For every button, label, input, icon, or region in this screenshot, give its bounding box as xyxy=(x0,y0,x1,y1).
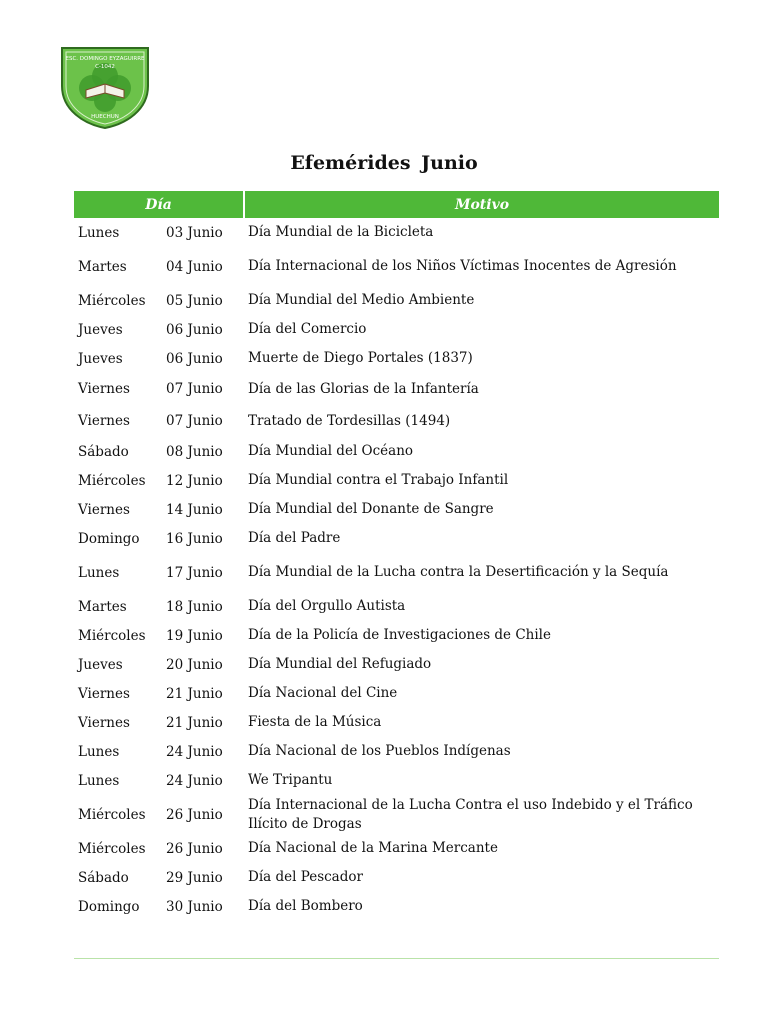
table-row xyxy=(74,344,719,373)
table-row xyxy=(74,553,719,592)
table-header-row xyxy=(74,191,719,218)
reason-cell: Día del Comercio xyxy=(248,321,367,337)
reason-cell: Día Nacional de los Pueblos Indígenas xyxy=(248,743,511,759)
day-cell: Jueves xyxy=(78,656,123,673)
date-cell: 21 Junio xyxy=(166,685,223,702)
day-cell: Miércoles xyxy=(78,627,146,644)
date-cell: 04 Junio xyxy=(166,258,223,275)
table-row xyxy=(74,218,719,247)
reason-cell: Día Nacional de la Marina Mercante xyxy=(248,840,498,856)
date-cell: 17 Junio xyxy=(166,564,223,581)
day-cell: Viernes xyxy=(78,685,130,702)
reason-cell: Día de las Glorias de la Infantería xyxy=(248,380,479,397)
date-cell: 07 Junio xyxy=(166,381,223,397)
reason-cell: Día Mundial contra el Trabajo Infantil xyxy=(248,472,509,488)
table-row xyxy=(74,405,719,437)
reason-cell: Día Mundial del Medio Ambiente xyxy=(248,292,475,308)
reason-cell: We Tripantu xyxy=(248,772,333,788)
header-dia: Día xyxy=(74,191,244,218)
table-row xyxy=(74,708,719,737)
day-cell: Viernes xyxy=(78,501,130,518)
table-row xyxy=(74,795,719,834)
day-cell: Miércoles xyxy=(78,472,146,489)
table-bottom-rule xyxy=(74,958,719,959)
date-cell: 07 Junio xyxy=(166,413,223,429)
day-cell: Martes xyxy=(78,598,127,615)
table-row xyxy=(74,437,719,466)
day-cell: Lunes xyxy=(78,564,120,581)
reason-cell: Día del Padre xyxy=(248,530,341,546)
table-row xyxy=(74,466,719,495)
table-row xyxy=(74,650,719,679)
school-logo xyxy=(60,46,150,130)
date-cell: 21 Junio xyxy=(166,714,223,731)
table-body xyxy=(74,218,719,921)
logo-top-text: ESC. DOMINGO EYZAGUIRRE xyxy=(65,56,145,62)
page-title: Efemérides Junio xyxy=(290,152,478,174)
table-row xyxy=(74,679,719,708)
table-row xyxy=(74,737,719,766)
reason-cell: Tratado de Tordesillas (1494) xyxy=(248,412,451,429)
date-cell: 03 Junio xyxy=(166,224,223,241)
table-row xyxy=(74,495,719,524)
date-cell: 29 Junio xyxy=(166,869,223,886)
table-row xyxy=(74,373,719,405)
table-row xyxy=(74,592,719,621)
day-cell: Viernes xyxy=(78,413,130,429)
reason-cell: Fiesta de la Música xyxy=(248,714,382,730)
date-cell: 26 Junio xyxy=(166,806,223,823)
date-cell: 06 Junio xyxy=(166,321,223,338)
reason-cell: Día Mundial del Océano xyxy=(248,443,414,459)
day-cell: Domingo xyxy=(78,898,140,915)
day-cell: Sábado xyxy=(78,443,129,460)
table-row xyxy=(74,286,719,315)
logo-code-text: C-1042 xyxy=(95,64,115,70)
school-crest-icon xyxy=(60,46,150,130)
date-cell: 06 Junio xyxy=(166,350,223,367)
day-cell: Viernes xyxy=(78,381,130,397)
date-cell: 26 Junio xyxy=(166,840,223,857)
day-cell: Miércoles xyxy=(78,806,146,823)
date-cell: 16 Junio xyxy=(166,530,223,547)
day-cell: Jueves xyxy=(78,321,123,338)
day-cell: Lunes xyxy=(78,743,120,760)
table-row xyxy=(74,766,719,795)
date-cell: 20 Junio xyxy=(166,656,223,673)
date-cell: 12 Junio xyxy=(166,472,223,489)
header-motivo: Motivo xyxy=(244,191,719,218)
reason-cell: Día Mundial del Refugiado xyxy=(248,656,432,672)
reason-cell: Día Nacional del Cine xyxy=(248,685,398,701)
reason-cell: Día del Bombero xyxy=(248,898,363,914)
table-row xyxy=(74,892,719,921)
reason-cell: Día Mundial del Donante de Sangre xyxy=(248,501,494,517)
date-cell: 24 Junio xyxy=(166,772,223,789)
reason-cell: Día del Orgullo Autista xyxy=(248,598,406,614)
reason-cell: Día Internacional de los Niños Víctimas Inocentes de Agresión xyxy=(248,258,677,274)
reason-cell: Día Mundial de la Lucha contra la Desertificación y la Sequía xyxy=(248,564,669,580)
date-cell: 24 Junio xyxy=(166,743,223,760)
day-cell: Lunes xyxy=(78,772,120,789)
reason-cell: Día del Pescador xyxy=(248,869,363,885)
date-cell: 30 Junio xyxy=(166,898,223,915)
date-cell: 08 Junio xyxy=(166,443,223,460)
day-cell: Miércoles xyxy=(78,840,146,857)
logo-bottom-text: HUECHUN xyxy=(91,114,119,120)
day-cell: Sábado xyxy=(78,869,129,886)
date-cell: 19 Junio xyxy=(166,627,223,644)
reason-cell: Día Mundial de la Bicicleta xyxy=(248,224,434,240)
day-cell: Miércoles xyxy=(78,292,146,309)
table-row xyxy=(74,834,719,863)
day-cell: Viernes xyxy=(78,714,130,731)
reason-cell: Muerte de Diego Portales (1837) xyxy=(248,350,473,366)
table-row xyxy=(74,621,719,650)
reason-cell: Día Internacional de la Lucha Contra el uso Indebido y el Tráfico Ilícito de Drogas xyxy=(248,796,693,832)
day-cell: Domingo xyxy=(78,530,140,547)
table-row xyxy=(74,524,719,553)
table-row xyxy=(74,315,719,344)
table-row xyxy=(74,863,719,892)
reason-cell: Día de la Policía de Investigaciones de Chile xyxy=(248,627,551,643)
date-cell: 05 Junio xyxy=(166,292,223,309)
day-cell: Jueves xyxy=(78,350,123,367)
table-row xyxy=(74,247,719,286)
day-cell: Lunes xyxy=(78,224,120,241)
date-cell: 14 Junio xyxy=(166,501,223,518)
date-cell: 18 Junio xyxy=(166,598,223,615)
efemerides-table xyxy=(74,191,719,921)
day-cell: Martes xyxy=(78,258,127,275)
